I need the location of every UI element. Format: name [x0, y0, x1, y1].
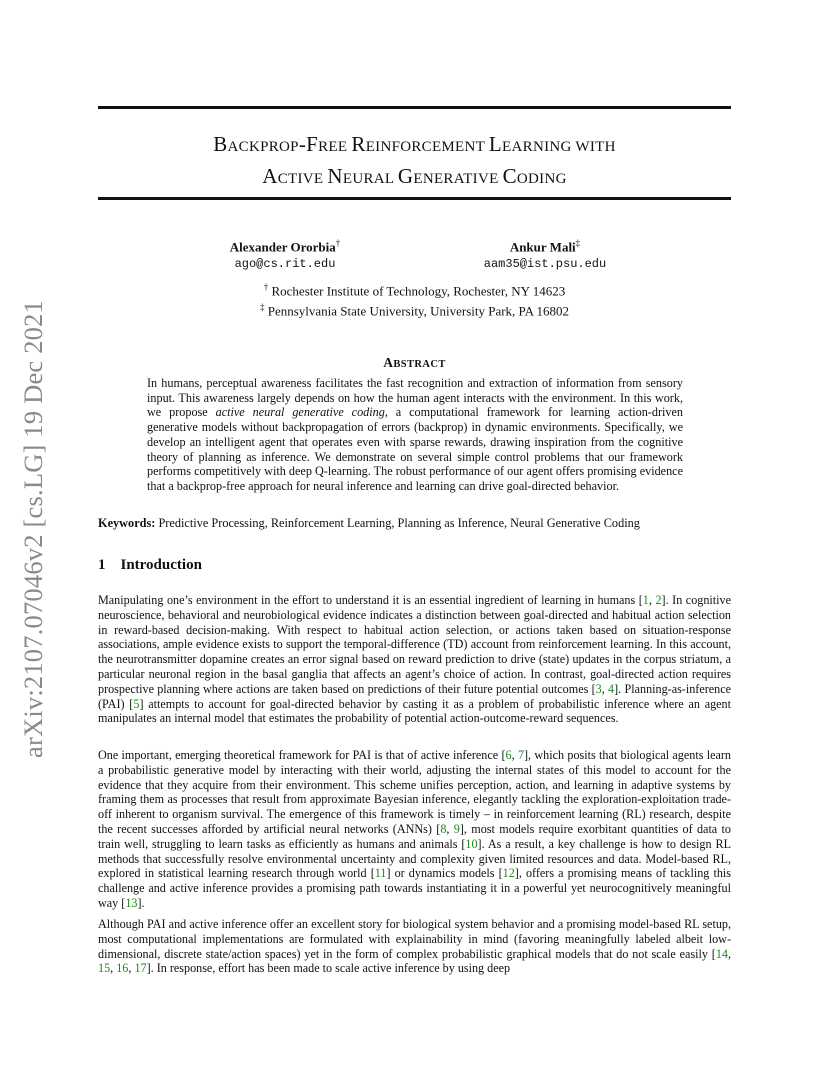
author-block-2	[465, 238, 625, 271]
title-line-2	[98, 162, 731, 194]
title-capital: A	[262, 164, 278, 188]
author-name-text: Ankur Mali	[509, 239, 576, 255]
top-rule	[98, 106, 731, 109]
title-smallcaps: EINFORCEMENT	[365, 139, 489, 155]
author-name	[205, 238, 365, 255]
paragraph-text: ].	[137, 895, 145, 910]
citation-link[interactable]: 11	[374, 866, 387, 881]
citation-link[interactable]: 1	[642, 593, 649, 607]
citation-link[interactable]: 14	[715, 946, 728, 961]
paragraph-text: ,	[110, 961, 117, 976]
citation-link[interactable]: 3	[595, 681, 602, 696]
section-number: 1	[98, 557, 106, 573]
citation-link[interactable]: 8	[440, 821, 447, 836]
author-email[interactable]: aam35@ist.psu.edu	[483, 257, 607, 272]
title-capital: R	[351, 132, 366, 156]
paragraph-3	[98, 917, 731, 976]
citation-link[interactable]: 4	[608, 681, 615, 696]
paragraph-text: ,	[446, 821, 454, 836]
title-smallcaps: EURAL	[342, 171, 398, 187]
citation-link[interactable]: 9	[453, 821, 460, 836]
paragraph-text: ,	[511, 748, 518, 762]
keywords-label: Keywords:	[98, 516, 156, 530]
abstract-text-part: , a computational framework for learning action-driven generative models without backpropagation of errors (backprop) in dynamic environments. Specifically, we develop an intelligent agent that operates even with sparse rewards, drawing inspiration from the cognitive theory of planning as inference. We demonstrate on several simple control problems that our framework performs competitively with deep Q-learning. The robust performance of our agent offers promising evidence that a backprop-free approach for neural inference and learning can drive goal-directed behavior.	[147, 405, 684, 493]
keywords-text: Predictive Processing, Reinforcement Learning, Planning as Inference, Neural Generative Coding	[155, 516, 640, 530]
paragraph-text: ], most models require exorbitant quantities of data to train well, struggling to learn tasks as efficiently as humans and animals [	[98, 821, 731, 851]
title-capital: C	[502, 164, 517, 188]
affiliation-text: Rochester Institute of Technology, Rochester, NY 14623	[268, 283, 566, 299]
affiliation-mark: ‡	[259, 302, 265, 313]
author-block-1	[205, 238, 365, 271]
affiliation-line	[98, 279, 731, 299]
paragraph-2	[98, 748, 731, 911]
paragraph-text: ]. In cognitive neuroscience, behavioral and neurobiological evidence indicates a distinction between goal-directed and habitual action selection in reward-based decision-making. With respect to habitual action selection, or actions taken based on situation-response associations, ample evidence exists to support the temporal-difference (TD) account from reinforcement learning. In this account, the neurotransmitter dopamine creates an error signal based on reward prediction to drive (state) updates in the corpus striatum, a particular neuronal region in the basal ganglia that affects an agent’s choice of action. In contrast, goal-directed action requires prospective planning where actions are taken based on predictions of their future potential outcomes [	[98, 593, 731, 696]
title-capital: G	[397, 164, 414, 188]
paragraph-text: ] or dynamics models [	[386, 866, 503, 881]
paragraph-text: ]. Planning-as-inference (PAI) [	[98, 681, 732, 711]
paragraph-1	[98, 593, 731, 726]
author-name	[465, 238, 625, 255]
title-smallcaps: CTIVE	[277, 171, 328, 187]
title-line-1	[98, 130, 731, 162]
paragraph-text: ] attempts to account for goal-directed behavior by casting it as a problem of probabilistic inference where an agent manipulates an internal model that estimates the probability of potential action-outcome-reward sequences.	[98, 696, 731, 726]
citation-link[interactable]: 2	[655, 593, 662, 607]
arxiv-identifier: arXiv:2107.07046v2 [cs.LG] 19 Dec 2021	[18, 299, 48, 758]
citation-link[interactable]: 17	[134, 961, 147, 976]
affiliation-mark: †	[263, 282, 269, 292]
section-heading	[98, 557, 202, 574]
author-mark: †	[335, 238, 341, 248]
title-smallcaps: EARNING WITH	[502, 139, 616, 155]
paragraph-text: ], which posits that biological agents learn a probabilistic generative model by interacting with their world, adjusting the internal states of this model to account for the evidence that they acquire from their environment. This scheme unifies perception, action, and learning in adaptive systems by framing them as processes that result from approximate Bayesian inference, elegantly tackling the exploration-exploitation trade-off inherent to organism survival. The emergence of this framework is timely – in reinforcement learning (RL) research, despite the recent successes afforded by artificial neural networks (ANNs) [	[98, 748, 731, 836]
citation-link[interactable]: 16	[116, 961, 129, 976]
paragraph-text: ]. As a result, a key challenge is how to design RL methods that successfully resolve environmental uncertainty and complexity given limited resources and data. Model-based RL, explored in statistical learning research through world [	[98, 836, 732, 881]
author-mark: ‡	[575, 238, 581, 248]
author-email[interactable]: ago@cs.rit.edu	[234, 257, 336, 272]
abstract-heading	[98, 355, 731, 371]
citation-link[interactable]: 13	[125, 895, 138, 910]
paragraph-text: ,	[128, 961, 135, 976]
citation-link[interactable]: 7	[517, 748, 525, 762]
affiliations	[98, 279, 731, 320]
abstract-emphasis: active neural generative coding	[215, 405, 385, 420]
title-smallcaps: ENERATIVE	[413, 171, 503, 187]
keywords	[98, 516, 738, 531]
abstract-heading-rest: BSTRACT	[393, 359, 446, 370]
citation-link[interactable]: 15	[98, 961, 111, 976]
title-capital: N	[327, 164, 343, 188]
paragraph-text: One important, emerging theoretical framework for PAI is that of active inference [	[98, 748, 506, 762]
abstract-text	[147, 376, 683, 494]
paragraph-text: ], offers a promising means of tackling this challenge and active inference provides a promising path towards instantiating it in a powerful yet neurocognitively meaningful way [	[98, 866, 731, 910]
affiliation-line	[98, 299, 731, 319]
citation-link[interactable]: 5	[133, 696, 140, 711]
citation-link[interactable]: 6	[505, 748, 512, 762]
citation-link[interactable]: 12	[502, 866, 515, 881]
title-capital: L	[488, 132, 503, 156]
paragraph-text: ,	[727, 946, 731, 961]
title-smallcaps: ACKPROP	[227, 139, 299, 155]
paragraph-text: Although PAI and active inference offer an excellent story for biological system behavior and a promising model-based RL setup, most computational implementations are formulated with explainability in mind (favoring meaningfully labeled albeit low-dimensional, discrete state/action spaces) yet in the form of complex probabilistic graphical models that do not scale easily [	[98, 917, 731, 961]
citation-link[interactable]: 10	[465, 836, 478, 851]
affiliation-text: Pennsylvania State University, University Park, PA 16802	[264, 303, 570, 319]
section-title: Introduction	[120, 557, 202, 573]
paragraph-text: ]. In response, effort has been made to scale active inference by using deep	[146, 961, 511, 976]
author-name-text: Alexander Ororbia	[229, 239, 336, 255]
title-capital: B	[213, 132, 228, 156]
paragraph-text: ,	[648, 593, 656, 607]
bottom-rule	[98, 197, 731, 200]
abstract-heading-cap: A	[383, 355, 394, 370]
title-smallcaps: REE	[318, 139, 352, 155]
title-capital: -F	[298, 132, 319, 156]
paragraph-text: ,	[601, 681, 609, 696]
title-smallcaps: ODING	[516, 171, 567, 187]
abstract-text-part: In humans, perceptual awareness facilitates the fast recognition and extraction of information from sensory input. This awareness largely depends on how the human agent interacts with the environment. In this work, we propose	[147, 376, 683, 420]
paper-title	[98, 130, 731, 194]
paragraph-text: Manipulating one’s environment in the effort to understand it is an essential ingredient of learning in humans [	[98, 593, 643, 607]
